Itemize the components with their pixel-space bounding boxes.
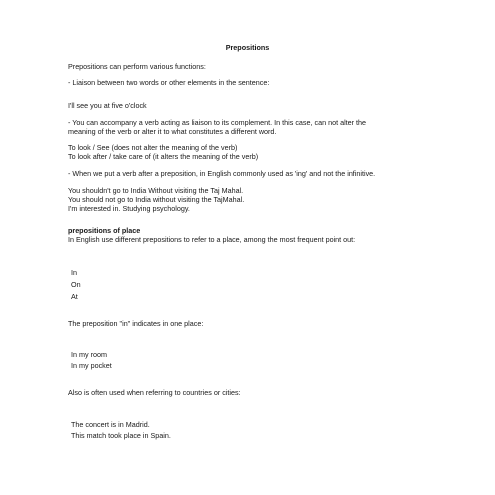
in-example-item: In my pocket (71, 361, 112, 370)
city-example-item: This match took place in Spain. (71, 431, 171, 440)
india-right-example: You should not go to India without visiting the TajMahal. (68, 195, 245, 204)
india-wrong-example: You shouldn't go to India Without visiting the Taj Mahal. (68, 186, 244, 195)
ing-rule-text: - When we put a verb after a preposition, in English commonly used as 'ing' and not the infinitive. (68, 169, 376, 178)
document-title: Prepositions (225, 43, 270, 52)
example-clock: I'll see you at five o'clock (68, 101, 147, 110)
city-example-item: The concert is in Madrid. (71, 420, 150, 429)
liaison-text: - Liaison between two words or other elements in the sentence: (68, 78, 270, 87)
place-intro: In English use different prepositions to refer to a place, among the most frequent point out: (68, 235, 356, 244)
place-list-item: On (71, 280, 81, 289)
countries-cities-text: Also is often used when referring to countries or cities: (68, 388, 241, 397)
intro-text: Prepositions can perform various functions: (68, 62, 206, 71)
complement-line-2: meaning of the verb or alter it to what constitutes a different word. (68, 127, 277, 136)
psychology-example: I'm interested in. Studying psychology. (68, 204, 190, 213)
place-list-item: At (71, 292, 78, 301)
look-after-example: To look after / take care of (it alters the meaning of the verb) (68, 152, 259, 161)
in-example-item: In my room (71, 350, 107, 359)
place-list-item: In (71, 268, 77, 277)
in-indicates-text: The preposition "in" indicates in one place: (68, 319, 204, 328)
complement-line-1: - You can accompany a verb acting as liaison to its complement. In this case, can not alter the (68, 118, 367, 127)
place-heading: prepositions of place (68, 226, 141, 235)
look-see-example: To look / See (does not alter the meaning of the verb) (68, 143, 238, 152)
